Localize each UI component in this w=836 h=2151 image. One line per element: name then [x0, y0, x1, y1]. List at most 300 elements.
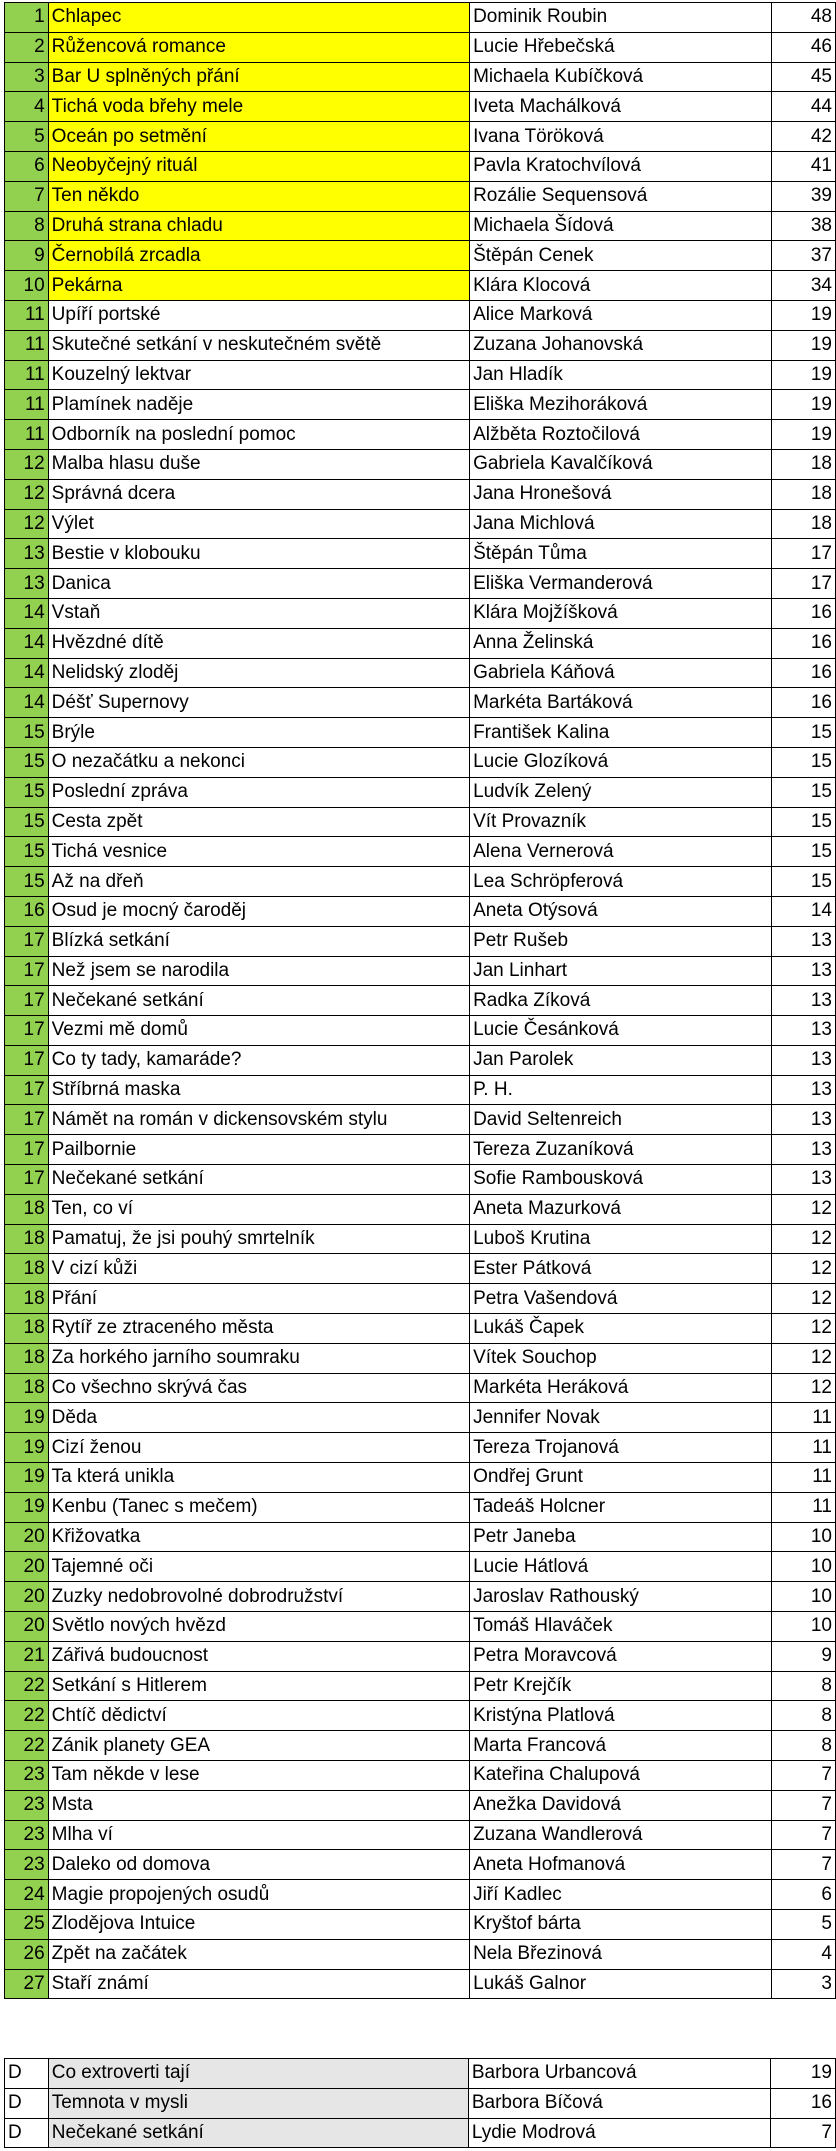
table-row — [5, 360, 836, 390]
rank-cell: D — [5, 2118, 49, 2148]
table-row — [5, 1820, 836, 1850]
author-cell: Marta Francová — [470, 1731, 772, 1761]
table-row — [5, 1671, 836, 1701]
rank-cell: 22 — [5, 1731, 49, 1761]
author-cell: Lucie Česánková — [470, 1016, 772, 1046]
author-cell: Ivana Töröková — [470, 122, 772, 152]
author-cell: Jan Linhart — [470, 956, 772, 986]
rank-cell: 12 — [5, 509, 49, 539]
title-cell: Než jsem se narodila — [48, 956, 469, 986]
rank-cell: 15 — [5, 747, 49, 777]
table-row — [5, 539, 836, 569]
rank-cell: 20 — [5, 1612, 49, 1642]
table-row — [5, 1254, 836, 1284]
rank-cell: 5 — [5, 122, 49, 152]
table-row — [5, 1343, 836, 1373]
table-row — [5, 62, 836, 92]
table-row — [5, 1314, 836, 1344]
title-cell: Zánik planety GEA — [48, 1731, 469, 1761]
rank-cell: 14 — [5, 658, 49, 688]
score-cell: 5 — [771, 1910, 835, 1940]
author-cell: Aneta Hofmanová — [470, 1850, 772, 1880]
rank-cell: 1 — [5, 3, 49, 33]
score-cell: 12 — [771, 1194, 835, 1224]
rank-cell: 18 — [5, 1314, 49, 1344]
table-row — [5, 1582, 836, 1612]
rank-cell: 20 — [5, 1522, 49, 1552]
results-table — [4, 2, 836, 1999]
rank-cell: 17 — [5, 1016, 49, 1046]
score-cell: 16 — [771, 688, 835, 718]
table-row — [5, 1105, 836, 1135]
extra-results-table-body — [5, 2059, 836, 2148]
table-row — [5, 2059, 836, 2089]
score-cell: 39 — [771, 181, 835, 211]
score-cell: 10 — [771, 1612, 835, 1642]
table-row — [5, 1761, 836, 1791]
score-cell: 8 — [771, 1701, 835, 1731]
author-cell: Ludvík Zelený — [470, 777, 772, 807]
author-cell: Jan Parolek — [470, 1045, 772, 1075]
rank-cell: 20 — [5, 1582, 49, 1612]
author-cell: Dominik Roubin — [470, 3, 772, 33]
score-cell: 41 — [771, 151, 835, 181]
score-cell: 13 — [771, 926, 835, 956]
title-cell: Brýle — [48, 718, 469, 748]
author-cell: Jennifer Novak — [470, 1403, 772, 1433]
table-row — [5, 92, 836, 122]
title-cell: Rytíř ze ztraceného města — [48, 1314, 469, 1344]
title-cell: Setkání s Hitlerem — [48, 1671, 469, 1701]
title-cell: Malba hlasu duše — [48, 449, 469, 479]
author-cell: Lukáš Galnor — [470, 1969, 772, 1999]
title-cell: Poslední zpráva — [48, 777, 469, 807]
title-cell: Světlo nových hvězd — [48, 1612, 469, 1642]
table-row — [5, 181, 836, 211]
title-cell: Blízká setkání — [48, 926, 469, 956]
title-cell: Plamínek naděje — [48, 390, 469, 420]
rank-cell: 11 — [5, 300, 49, 330]
rank-cell: 14 — [5, 688, 49, 718]
score-cell: 10 — [771, 1552, 835, 1582]
author-cell: Klára Mojžíšková — [470, 598, 772, 628]
author-cell: Lucie Glozíková — [470, 747, 772, 777]
title-cell: O nezačátku a nekonci — [48, 747, 469, 777]
table-row — [5, 449, 836, 479]
table-row — [5, 479, 836, 509]
table-row — [5, 1850, 836, 1880]
score-cell: 19 — [771, 420, 835, 450]
table-row — [5, 1939, 836, 1969]
rank-cell: 22 — [5, 1671, 49, 1701]
table-row — [5, 1194, 836, 1224]
rank-cell: 15 — [5, 807, 49, 837]
author-cell: Tadeáš Holcner — [470, 1492, 772, 1522]
table-row — [5, 688, 836, 718]
score-cell: 13 — [771, 956, 835, 986]
score-cell: 13 — [771, 986, 835, 1016]
author-cell: Lucie Hřebečská — [470, 32, 772, 62]
title-cell: Pailbornie — [48, 1135, 469, 1165]
score-cell: 12 — [771, 1254, 835, 1284]
table-row — [5, 598, 836, 628]
author-cell: Anna Želinská — [470, 628, 772, 658]
title-cell: Kouzelný lektvar — [48, 360, 469, 390]
author-cell: Gabriela Kavalčíková — [470, 449, 772, 479]
score-cell: 3 — [771, 1969, 835, 1999]
score-cell: 15 — [771, 867, 835, 897]
title-cell: Nečekané setkání — [48, 1165, 469, 1195]
title-cell: V cizí kůži — [48, 1254, 469, 1284]
results-table-body — [5, 3, 836, 1999]
author-cell: Alžběta Roztočilová — [470, 420, 772, 450]
score-cell: 16 — [771, 2088, 836, 2118]
title-cell: Ten, co ví — [48, 1194, 469, 1224]
score-cell: 13 — [771, 1165, 835, 1195]
rank-cell: 19 — [5, 1403, 49, 1433]
rank-cell: 18 — [5, 1343, 49, 1373]
table-row — [5, 986, 836, 1016]
table-row — [5, 867, 836, 897]
table-row — [5, 1731, 836, 1761]
rank-cell: 27 — [5, 1969, 49, 1999]
author-cell: Tereza Trojanová — [470, 1433, 772, 1463]
score-cell: 17 — [771, 539, 835, 569]
table-row — [5, 2118, 836, 2148]
title-cell: Černobílá zrcadla — [48, 241, 469, 271]
table-row — [5, 1463, 836, 1493]
title-cell: Námět na román v dickensovském stylu — [48, 1105, 469, 1135]
table-row — [5, 32, 836, 62]
score-cell: 12 — [771, 1284, 835, 1314]
score-cell: 16 — [771, 598, 835, 628]
rank-cell: 9 — [5, 241, 49, 271]
rank-cell: 15 — [5, 867, 49, 897]
table-row — [5, 1016, 836, 1046]
author-cell: Anežka Davidová — [470, 1790, 772, 1820]
rank-cell: 17 — [5, 986, 49, 1016]
rank-cell: 19 — [5, 1433, 49, 1463]
rank-cell: 22 — [5, 1701, 49, 1731]
table-row — [5, 330, 836, 360]
author-cell: Gabriela Káňová — [470, 658, 772, 688]
rank-cell: 18 — [5, 1284, 49, 1314]
author-cell: Aneta Mazurková — [470, 1194, 772, 1224]
table-row — [5, 718, 836, 748]
table-row — [5, 1969, 836, 1999]
table-row — [5, 1641, 836, 1671]
author-cell: Nela Březinová — [470, 1939, 772, 1969]
score-cell: 15 — [771, 807, 835, 837]
title-cell: Tam někde v lese — [48, 1761, 469, 1791]
score-cell: 11 — [771, 1492, 835, 1522]
author-cell: Jana Hronešová — [470, 479, 772, 509]
title-cell: Vezmi mě domů — [48, 1016, 469, 1046]
title-cell: Výlet — [48, 509, 469, 539]
rank-cell: 15 — [5, 837, 49, 867]
author-cell: Markéta Heráková — [470, 1373, 772, 1403]
table-row — [5, 122, 836, 152]
rank-cell: 19 — [5, 1463, 49, 1493]
table-row — [5, 1612, 836, 1642]
title-cell: Daleko od domova — [48, 1850, 469, 1880]
title-cell: Msta — [48, 1790, 469, 1820]
author-cell: Klára Klocová — [470, 271, 772, 301]
title-cell: Správná dcera — [48, 479, 469, 509]
author-cell: Iveta Machálková — [470, 92, 772, 122]
score-cell: 42 — [771, 122, 835, 152]
author-cell: Vít Provazník — [470, 807, 772, 837]
rank-cell: 4 — [5, 92, 49, 122]
title-cell: Děda — [48, 1403, 469, 1433]
table-row — [5, 1522, 836, 1552]
author-cell: Aneta Otýsová — [470, 896, 772, 926]
rank-cell: 14 — [5, 628, 49, 658]
score-cell: 10 — [771, 1522, 835, 1552]
rank-cell: 17 — [5, 1045, 49, 1075]
author-cell: David Seltenreich — [470, 1105, 772, 1135]
score-cell: 38 — [771, 211, 835, 241]
author-cell: Vítek Souchop — [470, 1343, 772, 1373]
title-cell: Chlapec — [48, 3, 469, 33]
rank-cell: 12 — [5, 479, 49, 509]
title-cell: Chtíč dědictví — [48, 1701, 469, 1731]
title-cell: Cizí ženou — [48, 1433, 469, 1463]
rank-cell: 2 — [5, 32, 49, 62]
score-cell: 10 — [771, 1582, 835, 1612]
table-row — [5, 300, 836, 330]
title-cell: Co extroverti tají — [48, 2059, 468, 2089]
score-cell: 15 — [771, 837, 835, 867]
table-row — [5, 509, 836, 539]
author-cell: Tereza Zuzaníková — [470, 1135, 772, 1165]
title-cell: Tichá vesnice — [48, 837, 469, 867]
title-cell: Skutečné setkání v neskutečném světě — [48, 330, 469, 360]
table-row — [5, 1045, 836, 1075]
title-cell: Druhá strana chladu — [48, 211, 469, 241]
title-cell: Tajemné oči — [48, 1552, 469, 1582]
rank-cell: 3 — [5, 62, 49, 92]
rank-cell: 13 — [5, 539, 49, 569]
score-cell: 7 — [771, 1820, 835, 1850]
score-cell: 18 — [771, 509, 835, 539]
score-cell: 16 — [771, 628, 835, 658]
table-row — [5, 747, 836, 777]
title-cell: Tichá voda břehy mele — [48, 92, 469, 122]
score-cell: 19 — [771, 330, 835, 360]
author-cell: František Kalina — [470, 718, 772, 748]
author-cell: Rozálie Sequensová — [470, 181, 772, 211]
score-cell: 8 — [771, 1731, 835, 1761]
author-cell: Zuzana Wandlerová — [470, 1820, 772, 1850]
title-cell: Stříbrná maska — [48, 1075, 469, 1105]
score-cell: 48 — [771, 3, 835, 33]
score-cell: 19 — [771, 390, 835, 420]
title-cell: Co všechno skrývá čas — [48, 1373, 469, 1403]
title-cell: Staří známí — [48, 1969, 469, 1999]
rank-cell: 23 — [5, 1761, 49, 1791]
extra-results-table — [4, 2058, 836, 2148]
author-cell: Radka Zíková — [470, 986, 772, 1016]
table-row — [5, 3, 836, 33]
author-cell: Lea Schröpferová — [470, 867, 772, 897]
title-cell: Křižovatka — [48, 1522, 469, 1552]
author-cell: Barbora Bíčová — [468, 2088, 771, 2118]
author-cell: Zuzana Johanovská — [470, 330, 772, 360]
table-row — [5, 1910, 836, 1940]
title-cell: Ten někdo — [48, 181, 469, 211]
rank-cell: 10 — [5, 271, 49, 301]
author-cell: Petra Vašendová — [470, 1284, 772, 1314]
title-cell: Až na dřeň — [48, 867, 469, 897]
title-cell: Kenbu (Tanec s mečem) — [48, 1492, 469, 1522]
score-cell: 15 — [771, 747, 835, 777]
author-cell: Michaela Šídová — [470, 211, 772, 241]
score-cell: 11 — [771, 1433, 835, 1463]
author-cell: Štěpán Cenek — [470, 241, 772, 271]
score-cell: 7 — [771, 1790, 835, 1820]
title-cell: Mlha ví — [48, 1820, 469, 1850]
rank-cell: 6 — [5, 151, 49, 181]
score-cell: 18 — [771, 479, 835, 509]
rank-cell: 11 — [5, 390, 49, 420]
author-cell: Štěpán Tůma — [470, 539, 772, 569]
title-cell: Osud je mocný čaroděj — [48, 896, 469, 926]
title-cell: Nečekané setkání — [48, 986, 469, 1016]
rank-cell: 17 — [5, 1135, 49, 1165]
score-cell: 34 — [771, 271, 835, 301]
rank-cell: 15 — [5, 718, 49, 748]
author-cell: Jiří Kadlec — [470, 1880, 772, 1910]
score-cell: 13 — [771, 1135, 835, 1165]
title-cell: Růžencová romance — [48, 32, 469, 62]
author-cell: Ondřej Grunt — [470, 1463, 772, 1493]
author-cell: Kristýna Platlová — [470, 1701, 772, 1731]
table-row — [5, 777, 836, 807]
title-cell: Bar U splněných přání — [48, 62, 469, 92]
table-row — [5, 569, 836, 599]
score-cell: 19 — [771, 360, 835, 390]
rank-cell: D — [5, 2059, 49, 2089]
score-cell: 16 — [771, 658, 835, 688]
rank-cell: 23 — [5, 1850, 49, 1880]
author-cell: Kryštof bárta — [470, 1910, 772, 1940]
title-cell: Danica — [48, 569, 469, 599]
rank-cell: 11 — [5, 360, 49, 390]
rank-cell: 14 — [5, 598, 49, 628]
author-cell: Eliška Mezihoráková — [470, 390, 772, 420]
score-cell: 6 — [771, 1880, 835, 1910]
rank-cell: 19 — [5, 1492, 49, 1522]
title-cell: Upíří portské — [48, 300, 469, 330]
score-cell: 12 — [771, 1343, 835, 1373]
rank-cell: 17 — [5, 956, 49, 986]
table-row — [5, 1403, 836, 1433]
author-cell: Petr Janeba — [470, 1522, 772, 1552]
score-cell: 8 — [771, 1671, 835, 1701]
author-cell: Lucie Hátlová — [470, 1552, 772, 1582]
title-cell: Přání — [48, 1284, 469, 1314]
author-cell: Luboš Krutina — [470, 1224, 772, 1254]
author-cell: Tomáš Hlaváček — [470, 1612, 772, 1642]
table-row — [5, 1492, 836, 1522]
rank-cell: 15 — [5, 777, 49, 807]
title-cell: Odborník na poslední pomoc — [48, 420, 469, 450]
title-cell: Ta která unikla — [48, 1463, 469, 1493]
rank-cell: 17 — [5, 1075, 49, 1105]
table-row — [5, 420, 836, 450]
score-cell: 11 — [771, 1403, 835, 1433]
rank-cell: 18 — [5, 1373, 49, 1403]
title-cell: Zlodějova Intuice — [48, 1910, 469, 1940]
score-cell: 17 — [771, 569, 835, 599]
score-cell: 45 — [771, 62, 835, 92]
table-row — [5, 241, 836, 271]
score-cell: 13 — [771, 1105, 835, 1135]
title-cell: Temnota v mysli — [48, 2088, 468, 2118]
author-cell: Eliška Vermanderová — [470, 569, 772, 599]
title-cell: Co ty tady, kamaráde? — [48, 1045, 469, 1075]
rank-cell: 11 — [5, 420, 49, 450]
score-cell: 9 — [771, 1641, 835, 1671]
title-cell: Zpět na začátek — [48, 1939, 469, 1969]
title-cell: Magie propojených osudů — [48, 1880, 469, 1910]
table-row — [5, 1880, 836, 1910]
author-cell: Alena Vernerová — [470, 837, 772, 867]
score-cell: 7 — [771, 1850, 835, 1880]
title-cell: Zuzky nedobrovolné dobrodružství — [48, 1582, 469, 1612]
author-cell: Ester Pátková — [470, 1254, 772, 1284]
table-row — [5, 2088, 836, 2118]
table-row — [5, 837, 836, 867]
score-cell: 13 — [771, 1016, 835, 1046]
rank-cell: 23 — [5, 1790, 49, 1820]
table-row — [5, 926, 836, 956]
title-cell: Neobyčejný rituál — [48, 151, 469, 181]
rank-cell: 7 — [5, 181, 49, 211]
author-cell: Kateřina Chalupová — [470, 1761, 772, 1791]
author-cell: Lydie Modrová — [468, 2118, 771, 2148]
title-cell: Pamatuj, že jsi pouhý smrtelník — [48, 1224, 469, 1254]
score-cell: 7 — [771, 2118, 836, 2148]
rank-cell: 12 — [5, 449, 49, 479]
table-row — [5, 271, 836, 301]
table-row — [5, 1373, 836, 1403]
rank-cell: 13 — [5, 569, 49, 599]
rank-cell: 11 — [5, 330, 49, 360]
rank-cell: 21 — [5, 1641, 49, 1671]
table-row — [5, 1433, 836, 1463]
title-cell: Pekárna — [48, 271, 469, 301]
table-row — [5, 1552, 836, 1582]
table-row — [5, 956, 836, 986]
rank-cell: 18 — [5, 1254, 49, 1284]
score-cell: 13 — [771, 1075, 835, 1105]
rank-cell: 8 — [5, 211, 49, 241]
score-cell: 19 — [771, 2059, 836, 2089]
table-row — [5, 1284, 836, 1314]
rank-cell: 17 — [5, 1105, 49, 1135]
score-cell: 12 — [771, 1314, 835, 1344]
rank-cell: 17 — [5, 1165, 49, 1195]
table-row — [5, 807, 836, 837]
rank-cell: 25 — [5, 1910, 49, 1940]
author-cell: Petr Krejčík — [470, 1671, 772, 1701]
title-cell: Bestie v klobouku — [48, 539, 469, 569]
rank-cell: 16 — [5, 896, 49, 926]
score-cell: 11 — [771, 1463, 835, 1493]
rank-cell: 20 — [5, 1552, 49, 1582]
